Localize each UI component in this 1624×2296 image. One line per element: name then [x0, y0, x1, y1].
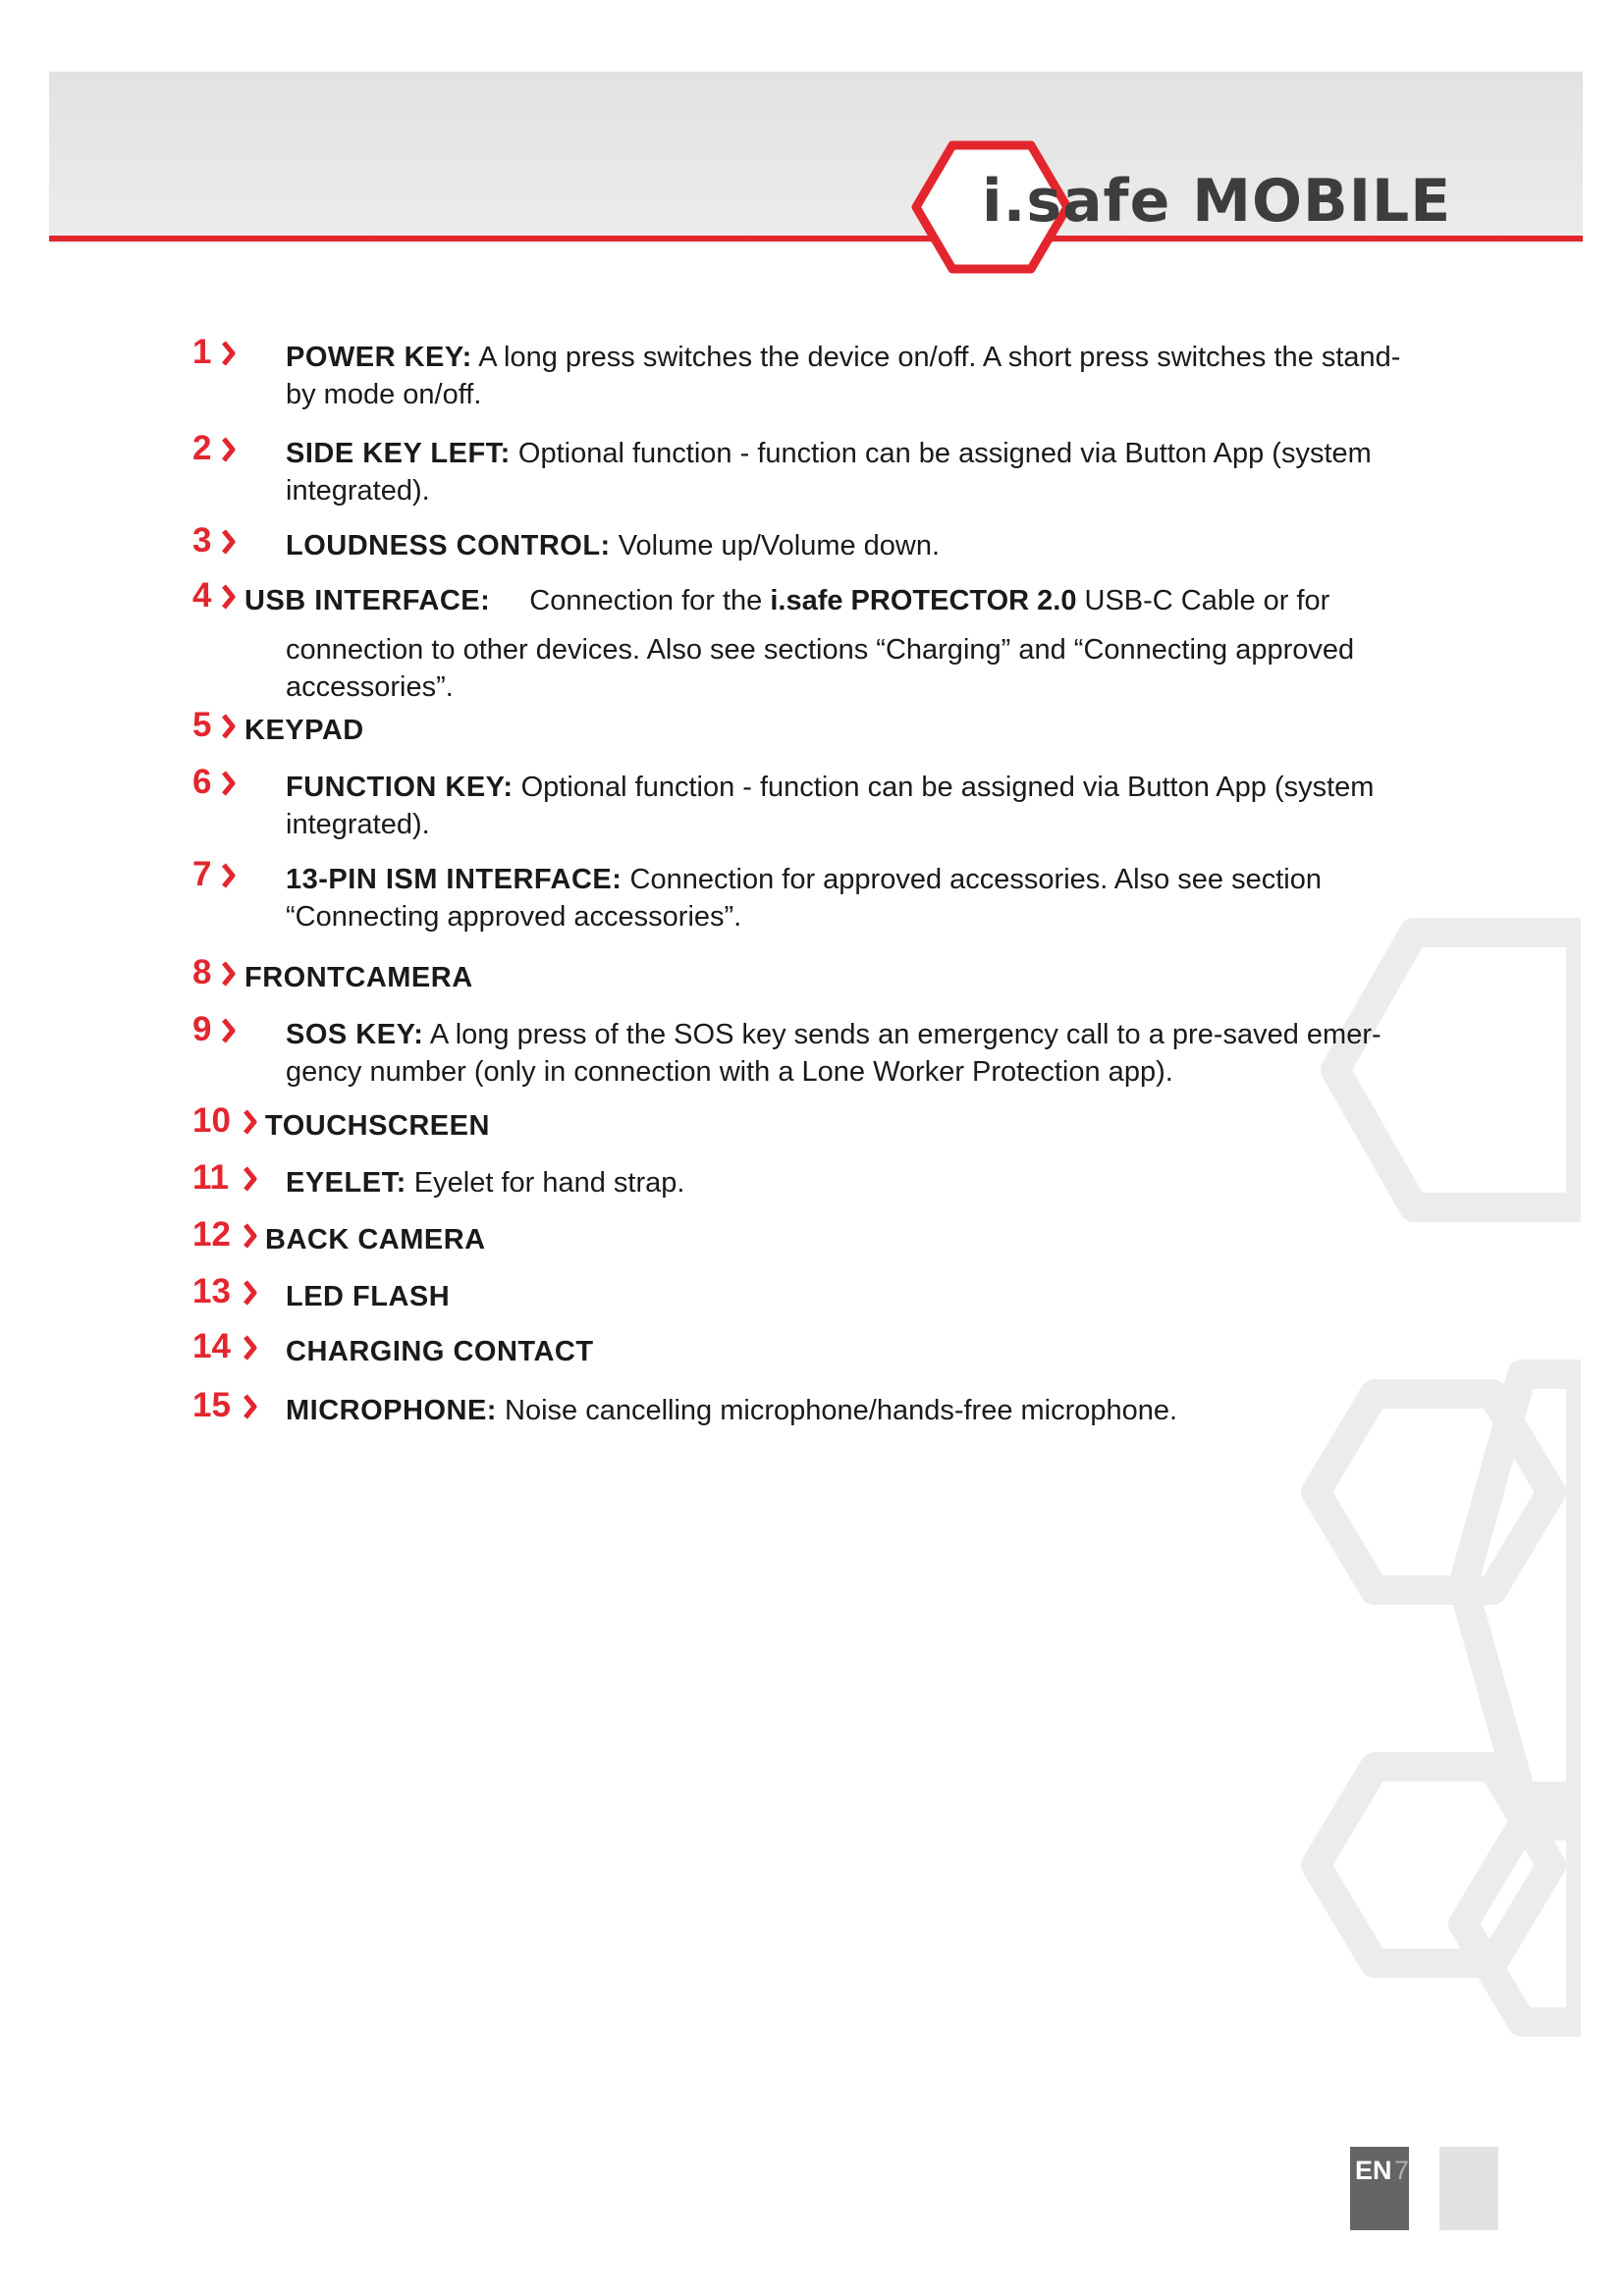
- item-continuation: by mode on/off.: [286, 379, 482, 410]
- item-continuation: integrated).: [286, 809, 430, 840]
- brand-logo: i.safe MOBILE: [982, 167, 1452, 236]
- item-description: [286, 861, 1322, 898]
- chevron-right-icon: [222, 863, 236, 888]
- chevron-right-icon: [244, 1335, 257, 1361]
- item-number: 15: [192, 1386, 231, 1424]
- product-name: i.safe PROTECTOR 2.0: [770, 585, 1077, 616]
- chevron-right-icon: [222, 1018, 236, 1043]
- item-continuation: “Connecting approved accessories”.: [286, 901, 742, 933]
- item-description: [286, 1392, 1177, 1429]
- item-description: [244, 959, 473, 996]
- item-description: [286, 527, 940, 564]
- chevron-right-icon: [222, 341, 236, 366]
- item-term: KEYPAD: [244, 715, 364, 746]
- item-number: 14: [192, 1327, 231, 1365]
- chevron-right-icon: [222, 714, 236, 739]
- item-continuation: connection to other devices. Also see sections “Charging” and “Connecting approved: [286, 634, 1355, 666]
- item-continuation: integrated).: [286, 475, 430, 507]
- item-number: 11: [192, 1158, 229, 1197]
- item-continuation: gency number (only in connection with a Lone Worker Protection app).: [286, 1056, 1173, 1088]
- chevron-right-icon: [244, 1109, 257, 1135]
- item-number: 12: [192, 1215, 231, 1254]
- item-term: BACK CAMERA: [265, 1224, 486, 1255]
- item-description: [286, 435, 1372, 472]
- item-number: 4: [192, 576, 212, 614]
- chevron-right-icon: [222, 771, 236, 796]
- chevron-right-icon: [244, 1223, 257, 1249]
- item-term: POWER KEY:: [286, 342, 472, 373]
- item-number: 3: [192, 521, 212, 560]
- item-number: 2: [192, 429, 212, 467]
- chevron-right-icon: [222, 437, 236, 462]
- item-term: LED FLASH: [286, 1281, 451, 1312]
- item-term: MICROPHONE:: [286, 1395, 497, 1426]
- item-text: Eyelet for hand strap.: [406, 1167, 685, 1199]
- page-tab-light: [1439, 2147, 1498, 2230]
- chevron-right-icon: [244, 1280, 257, 1306]
- item-description: [286, 339, 1400, 376]
- chevron-right-icon: [222, 961, 236, 987]
- item-term: FUNCTION KEY:: [286, 772, 514, 803]
- item-number: 10: [192, 1101, 231, 1140]
- item-term: LOUDNESS CONTROL:: [286, 530, 611, 561]
- item-number: 8: [192, 953, 212, 991]
- chevron-right-icon: [222, 584, 236, 610]
- item-number: 7: [192, 855, 212, 893]
- item-description: [286, 769, 1374, 806]
- chevron-right-icon: [244, 1394, 257, 1419]
- item-description: [286, 1333, 594, 1370]
- item-description: [244, 582, 1329, 619]
- item-description: [286, 1016, 1381, 1053]
- decorative-hexagons-graphic: [1257, 883, 1581, 2061]
- item-text: Connection for the: [529, 585, 771, 616]
- item-term: TOUCHSCREEN: [265, 1110, 490, 1142]
- chevron-right-icon: [222, 529, 236, 555]
- language-label: EN: [1355, 2156, 1392, 2185]
- item-term: FRONTCAMERA: [244, 962, 473, 993]
- item-text: A long press switches the device on/off. A short press switches the stand-: [471, 342, 1401, 373]
- header-accent-line: [49, 236, 1583, 241]
- item-number: 9: [192, 1010, 212, 1048]
- item-text: Noise cancelling microphone/hands-free microphone.: [496, 1395, 1178, 1426]
- item-term: SOS KEY:: [286, 1019, 424, 1050]
- item-text: Optional function - function can be assigned via Button App (system: [513, 772, 1375, 803]
- item-term: SIDE KEY LEFT:: [286, 438, 511, 469]
- item-number: 1: [192, 333, 212, 371]
- page-number: 7: [1394, 2156, 1410, 2185]
- item-number: 13: [192, 1272, 231, 1310]
- item-text: USB-C Cable or for: [1076, 585, 1330, 616]
- item-term: EYELET:: [286, 1167, 406, 1199]
- item-text: A long press of the SOS key sends an emergency call to a pre-saved emer-: [423, 1019, 1381, 1050]
- item-text: Volume up/Volume down.: [610, 530, 941, 561]
- item-text: Connection for approved accessories. Also see section: [622, 864, 1322, 895]
- item-number: 6: [192, 763, 212, 801]
- chevron-right-icon: [244, 1166, 257, 1192]
- item-term: USB INTERFACE:: [244, 585, 491, 616]
- item-number: 5: [192, 706, 212, 744]
- item-description: [244, 712, 364, 749]
- item-description: [286, 1278, 450, 1315]
- item-description: [265, 1221, 486, 1258]
- item-continuation: accessories”.: [286, 671, 454, 703]
- item-text: Optional function - function can be assigned via Button App (system: [510, 438, 1372, 469]
- item-description: [286, 1164, 684, 1201]
- item-term: CHARGING CONTACT: [286, 1336, 594, 1367]
- item-term: 13-PIN ISM INTERFACE:: [286, 864, 623, 895]
- item-description: [265, 1107, 490, 1145]
